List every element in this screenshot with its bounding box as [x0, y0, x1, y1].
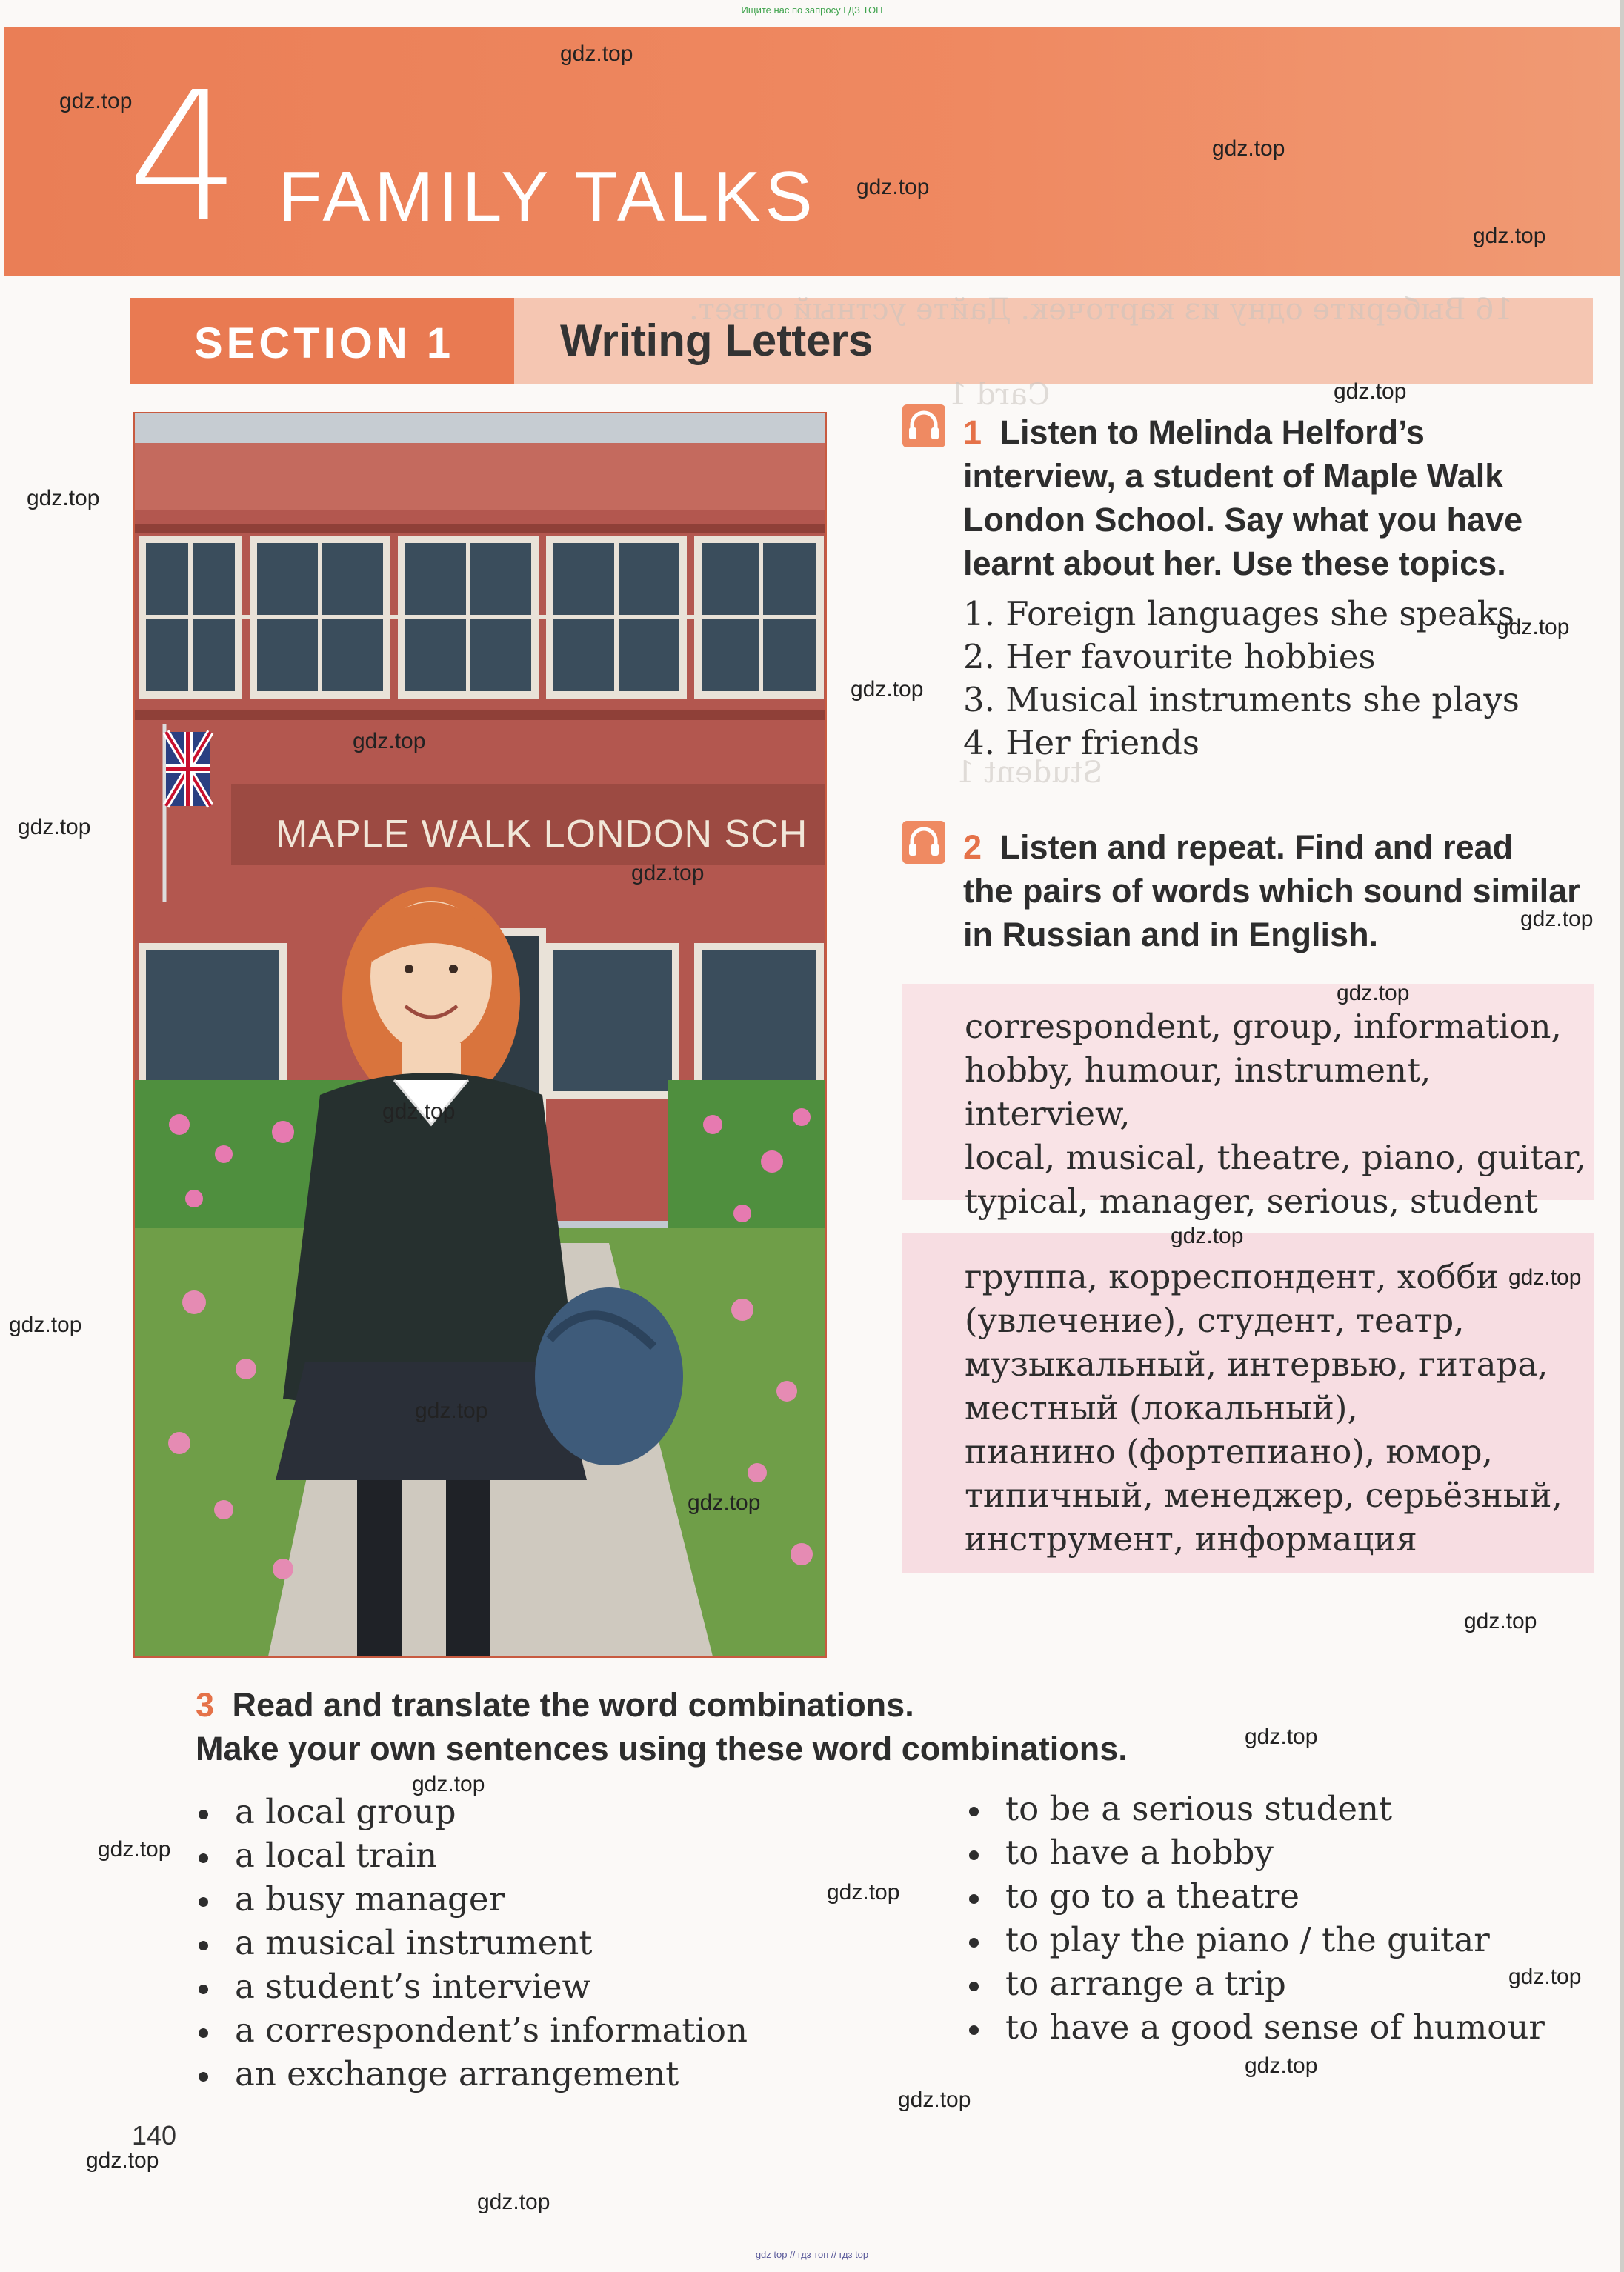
- bullet-icon: [199, 1853, 208, 1863]
- watermark: gdz.top: [18, 815, 91, 839]
- list-item: to go to a theatre: [969, 1874, 1606, 1918]
- task-2-number: 2: [963, 828, 982, 866]
- task-3-number: 3: [196, 1686, 215, 1724]
- watermark: gdz.top: [1334, 379, 1407, 404]
- chapter-title: FAMILY TALKS: [279, 157, 817, 236]
- bullet-icon: [969, 1938, 979, 1948]
- topic-item: 2. Her favourite hobbies: [963, 637, 1376, 676]
- list-item: a student’s interview: [199, 1965, 865, 2008]
- section-title: Writing Letters: [560, 316, 873, 365]
- task-1-number: 1: [963, 413, 982, 451]
- list-item: to have a hobby: [969, 1830, 1606, 1874]
- page-number: 140: [132, 2120, 177, 2151]
- top-note: Ищите нас по запросу ГДЗ ТОП: [741, 4, 883, 16]
- task-1-line: learnt about her. Use these topics.: [963, 544, 1506, 582]
- watermark: gdz.top: [631, 861, 705, 885]
- list-item: to arrange a trip: [969, 1962, 1606, 2005]
- show-through-text: Card 1: [948, 378, 1051, 412]
- illustration-graphic: [135, 413, 825, 1656]
- headphones-icon: [902, 821, 945, 864]
- word-line: hobby, humour, instrument, interview,: [965, 1050, 1431, 1133]
- bullet-icon: [969, 1807, 979, 1816]
- task-2-line: Listen and repeat. Find and read: [999, 828, 1514, 866]
- chapter-header-band: [4, 27, 1624, 276]
- watermark: gdz.top: [9, 1313, 82, 1337]
- page-edge: [1620, 0, 1624, 2272]
- task-2-line: the pairs of words which sound similar: [963, 872, 1580, 910]
- watermark: gdz.top: [86, 2148, 159, 2173]
- task-2-instruction: [963, 825, 1600, 956]
- word-line: (увлечение), студент, театр,: [965, 1301, 1465, 1340]
- task-3-right-list: [969, 1787, 1606, 2049]
- bullet-icon: [199, 1985, 208, 1994]
- watermark: gdz.top: [851, 677, 924, 702]
- watermark: gdz.top: [1245, 2053, 1318, 2078]
- bullet-icon: [969, 1982, 979, 1991]
- list-item: a local group: [199, 1790, 865, 1833]
- word-line: музыкальный, интервью, гитара,: [965, 1345, 1548, 1384]
- watermark: gdz.top: [412, 1772, 485, 1796]
- watermark: gdz.top: [1171, 1224, 1244, 1248]
- bullet-icon: [199, 1810, 208, 1819]
- list-item: a busy manager: [199, 1877, 865, 1921]
- list-item: a correspondent’s information: [199, 2008, 865, 2052]
- headphones-icon: [902, 404, 945, 447]
- watermark: gdz.top: [1337, 981, 1410, 1005]
- watermark: gdz.top: [1520, 907, 1594, 931]
- task-1-line: Listen to Melinda Helford’s: [999, 413, 1425, 451]
- list-item: a local train: [199, 1833, 865, 1877]
- watermark: gdz.top: [27, 486, 100, 510]
- list-item: to have a good sense of humour: [969, 2005, 1606, 2049]
- chapter-number: 4: [127, 53, 236, 261]
- watermark: gdz.top: [1212, 136, 1285, 161]
- word-line: группа, корреспондент, хобби: [965, 1257, 1499, 1296]
- watermark: gdz.top: [1464, 1609, 1537, 1633]
- audio-icon[interactable]: [902, 404, 945, 447]
- watermark: gdz.top: [856, 175, 930, 199]
- topic-item: 4. Her friends: [963, 723, 1199, 762]
- task-3-instruction: [196, 1683, 1307, 1770]
- watermark: gdz.top: [1473, 224, 1546, 248]
- audio-icon[interactable]: [902, 821, 945, 864]
- topic-item: 3. Musical instruments she plays: [963, 680, 1520, 719]
- bullet-icon: [969, 2025, 979, 2035]
- bottom-note: gdz top // гдз топ // гдз top: [755, 2249, 869, 2260]
- word-line: local, musical, theatre, piano, guitar,: [965, 1138, 1586, 1177]
- show-through-text: 16 Выберите одну из карточек. Дайте устный ответ.: [689, 293, 1514, 327]
- school-sign: MAPLE WALK LONDON SCH: [276, 813, 808, 856]
- bullet-icon: [969, 1850, 979, 1860]
- task-2-line: in Russian and in English.: [963, 916, 1379, 953]
- list-item: an exchange arrangement: [199, 2052, 865, 2096]
- watermark: gdz.top: [477, 2190, 550, 2214]
- watermark: gdz.top: [415, 1399, 488, 1423]
- watermark: gdz.top: [1245, 1725, 1318, 1749]
- task-1-instruction: [963, 410, 1600, 585]
- russian-words: [965, 1255, 1587, 1561]
- watermark: gdz.top: [1508, 1965, 1582, 1989]
- watermark: gdz.top: [1508, 1265, 1582, 1290]
- watermark: gdz.top: [382, 1099, 456, 1124]
- watermark: gdz.top: [827, 1880, 900, 1905]
- watermark: gdz.top: [898, 2088, 971, 2112]
- task-3-left-list: [199, 1790, 865, 2096]
- list-item: to be a serious student: [969, 1787, 1606, 1830]
- watermark: gdz.top: [59, 89, 133, 113]
- bullet-icon: [199, 2028, 208, 2038]
- task-1-line: interview, a student of Maple Walk: [963, 457, 1504, 495]
- bullet-icon: [199, 1941, 208, 1950]
- word-line: инструмент, информация: [965, 1519, 1417, 1559]
- watermark: gdz.top: [560, 41, 633, 66]
- watermark: gdz.top: [688, 1490, 761, 1515]
- school-illustration: [133, 412, 827, 1658]
- word-line: типичный, менеджер, серьёзный,: [965, 1476, 1563, 1515]
- list-item: to play the piano / the guitar: [969, 1918, 1606, 1962]
- bullet-icon: [199, 2072, 208, 2082]
- task-3-line: Read and translate the word combinations.: [232, 1686, 914, 1724]
- task-3-line: Make your own sentences using these word combinations.: [196, 1730, 1128, 1768]
- show-through-text: Student 1: [956, 756, 1103, 790]
- watermark: gdz.top: [353, 729, 426, 753]
- word-line: пианино (фортепиано), юмор,: [965, 1432, 1493, 1471]
- word-line: местный (локальный),: [965, 1388, 1358, 1428]
- list-item: a musical instrument: [199, 1921, 865, 1965]
- word-line: typical, manager, serious, student: [965, 1182, 1538, 1221]
- english-words: [965, 1005, 1587, 1223]
- bullet-icon: [199, 1897, 208, 1907]
- topic-item: 1. Foreign languages she speaks: [963, 594, 1515, 633]
- watermark: gdz.top: [98, 1837, 171, 1862]
- watermark: gdz.top: [1497, 615, 1570, 639]
- section-label: SECTION 1: [194, 319, 455, 367]
- task-1-line: London School. Say what you have: [963, 501, 1523, 539]
- bullet-icon: [969, 1894, 979, 1904]
- word-line: correspondent, group, information,: [965, 1007, 1562, 1046]
